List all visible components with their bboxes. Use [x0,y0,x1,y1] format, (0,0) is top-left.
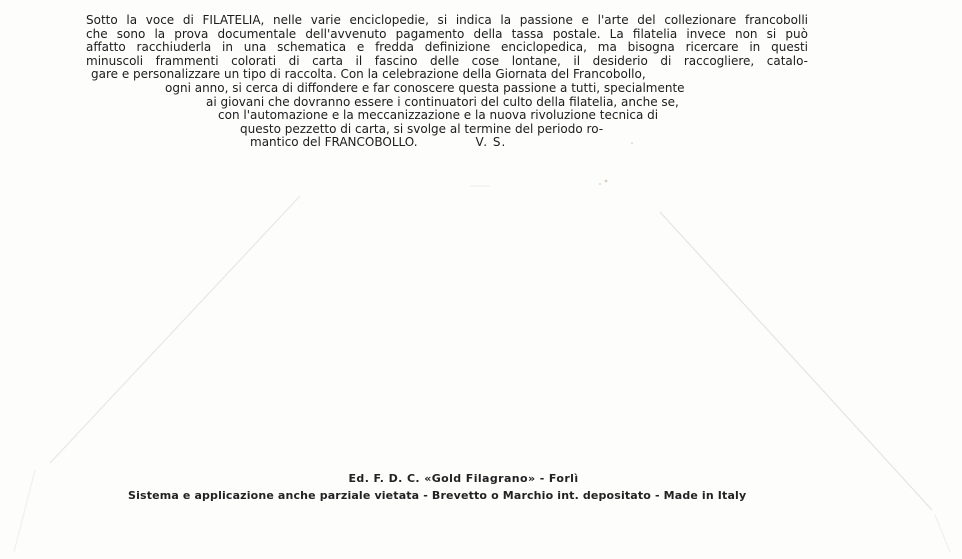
text-line: minuscoli frammenti colorati di carta il fascino delle cose lontane, il desiderio di raccogliere, catalo- [86,53,808,68]
text-line: con l'automazione e la meccanizzazione e la nuova rivoluzione tecnica di [218,108,659,123]
paper-speck-2 [599,183,601,185]
signature: V. S. [475,135,507,150]
paper-speck [605,180,608,183]
philately-text [86,14,808,150]
text-line: Sotto la voce di FILATELIA, nelle varie enciclopedie, si indica la passione e l'arte del collezionare francobolli [86,13,808,27]
footer [0,472,962,502]
text-line: gare e personalizzare un tipo di raccolta. Con la celebrazione della Giornata del Francobollo, [91,67,646,82]
flap-left-edge [50,196,300,463]
flap-bottom-right-edge [935,515,950,552]
text-line-last [86,136,808,150]
flap-right-edge [660,212,932,510]
copyright-notice: Sistema e applicazione anche parziale vietata - Brevetto o Marchio int. depositato - Made in Italy [128,489,747,502]
publisher-line: Ed. F. D. C. «Gold Filagrano» - Forlì [348,472,579,485]
text-line: questo pezzetto di carta, si svolge al termine del periodo ro- [240,121,604,136]
text-line-final: mantico del FRANCOBOLLO. [250,135,418,150]
text-line: ai giovani che dovranno essere i continuatori del culto della filatelia, anche se, [206,94,679,109]
text-line: ogni anno, si cerca di diffondere e far conoscere questa passione a tutti, specialmente [165,80,685,95]
text-line: che sono la prova documentale dell'avvenuto pagamento della tassa postale. La filatelia invece non si può [86,26,808,41]
text-line: affatto racchiuderla in una schematica e fredda definizione enciclopedica, ma bisogna ricercare in questi [86,40,808,55]
